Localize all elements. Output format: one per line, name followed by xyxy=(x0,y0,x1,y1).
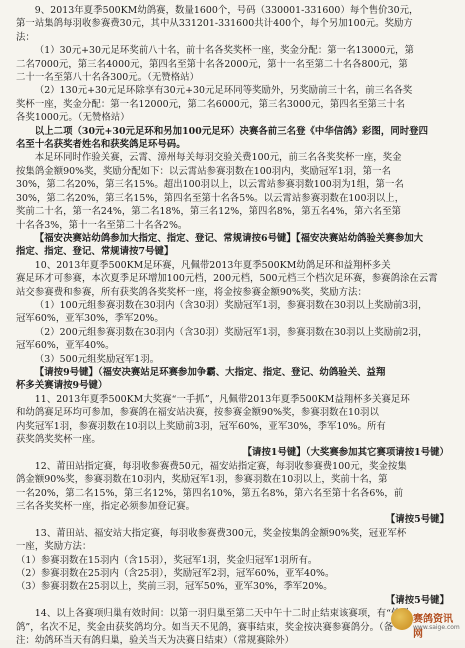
paragraph-note-9 xyxy=(16,366,449,393)
text-line: 十名各3%，第十一名至第二十名各2%。 xyxy=(16,219,449,232)
text-line: （2）130元+30元足环除享有30元+30元足环同等奖励外，另奖励前三十名，前三名各奖 xyxy=(16,84,449,97)
text-line: 鸽金额90%奖，参赛羽数在10羽内，奖励冠军1羽，参赛羽数在10羽以上，奖前十名，第 xyxy=(16,473,449,486)
watermark-url: www.saige.com xyxy=(413,624,460,631)
text-line: （3）参赛羽数在25羽以上，奖前三羽，冠军50%，亚军30%，季军20%。 xyxy=(16,580,449,593)
paragraph-p12 xyxy=(16,460,449,514)
text-line: （2）200元组参赛羽数在30羽内（含30羽）奖励冠军1羽，参赛羽数在30羽以上奖励前2羽， xyxy=(16,326,449,339)
text-line: 30%，第二名20%，第三名15%，第四名至第十名各5%。以云霄站参赛羽数在100羽以上， xyxy=(16,192,449,205)
paragraph-p11 xyxy=(16,393,449,447)
text-line: 30%，第二名20%，第三名15%。超出100羽以上，以云霄站参赛羽数100羽为1组，第一名 xyxy=(16,178,449,191)
text-line: （1）100元组参赛羽数在30羽内（含30羽）奖励冠军1羽，参赛羽数在30羽以上奖励前3羽， xyxy=(16,299,449,312)
paragraph-p10-3 xyxy=(16,353,449,366)
paragraph-p13-list xyxy=(16,554,449,594)
text-line: 法： xyxy=(16,31,449,44)
text-line: 鸽”，名次不足，奖金由获奖鸽均分。如当天不见鸽，赛事结束，奖金按决赛参赛鸽分。（备 xyxy=(16,621,449,634)
paragraph-p10-2 xyxy=(16,326,449,353)
site-logo-icon xyxy=(391,608,413,630)
text-line: 三名各奖奖杯一座，指定必须参加登记赛。 xyxy=(16,500,449,513)
text-line: 【请按5号键】 xyxy=(16,513,449,526)
paragraph-p9 xyxy=(16,4,449,44)
text-line: 冠军60%，亚军30%，季军20%。 xyxy=(16,312,449,325)
text-line: 内奖冠军1羽，参赛羽数在10羽以上奖励前3羽，冠军60%，亚军30%，季军10%。所有 xyxy=(16,420,449,433)
paragraph-p13 xyxy=(16,527,449,554)
paragraph-p9-3 xyxy=(16,151,449,231)
text-line: 【请按1号键】（大奖赛参加其它赛项请按1号键） xyxy=(16,446,449,459)
paragraph-note-1 xyxy=(16,446,449,459)
text-line: 9、2013年夏季500KM幼鸽赛，数量1600个，号码（330001-331600）每个售价30元， xyxy=(16,4,449,17)
text-line: 13、莆田站、福安站大指定赛，每羽收参赛费300元，奖金按集鸽金额90%奖，冠亚军杯 xyxy=(16,527,449,540)
text-line: 杯多关赛请按9号键） xyxy=(16,379,449,392)
text-line: 二十一名至第八十名各300元。（无赞格站） xyxy=(16,71,449,84)
text-line: 11、2013年夏季500KM大奖赛“一手抓”，凡佩带2013年夏季500KM益翔杯多关赛足环 xyxy=(16,393,449,406)
watermark-site-name: 赛鸽资讯网 xyxy=(413,610,461,640)
paragraph-p14 xyxy=(16,607,449,647)
text-line: 【福安决赛站幼鸽参加大指定、指定、登记、常规请按6号键】【福安决赛站幼鸽验关赛参加大 xyxy=(16,232,449,245)
text-line: 一名20%，第二名15%，第三名12%，第四名10%，第五名8%，第六名至第十名各6%，前 xyxy=(16,487,449,500)
text-line: 获奖鸽奖奖杯一座。 xyxy=(16,433,449,446)
watermark xyxy=(391,608,461,638)
text-line: 14、以上各赛项归巢有效时间：以第一羽归巢至第二天中午十二时止结束该赛项，有“伯马 xyxy=(16,607,449,620)
text-line: 按集鸽金额90%奖，奖励分配如下：以云霄站参赛羽数在100羽内，奖励冠军1羽，第一名 xyxy=(16,165,449,178)
text-line: 【请按5号键】 xyxy=(16,594,449,607)
text-line: 和幼鸽赛足环均可参加，参赛鸽在福安站决赛，按参赛金额90%奖，参赛羽数在10羽以 xyxy=(16,406,449,419)
text-line: 奖杯一座，奖金分配：第一名12000元，第二名6000元，第三名3000元，第四名至第三十名 xyxy=(16,98,449,111)
paragraph-note-5a xyxy=(16,513,449,526)
text-line: 一座，奖励方法： xyxy=(16,540,449,553)
text-line: 本足环同时作验关赛，云霄、漳州每关每羽交验关费100元，前三名各奖奖杯一座，奖金 xyxy=(16,151,449,164)
paragraph-p9-1 xyxy=(16,44,449,84)
text-line: （2）参赛羽数在25羽内（含25羽），奖励冠军2羽，冠军60%，亚军40%。 xyxy=(16,567,449,580)
paragraph-note-6 xyxy=(16,232,449,259)
text-line: 第一站集鸽每羽收参赛费30元，其中从331201-331600共计400个，每个另加100元。奖励方 xyxy=(16,17,449,30)
paragraph-p10-1 xyxy=(16,299,449,326)
text-line: 赛足环才可参赛，本次夏季足环增加100元档，200元档，500元档三个档次足环赛，参赛鸽涂在云霄 xyxy=(16,272,449,285)
paragraph-p9-bold xyxy=(16,125,449,152)
text-line: （3）500元组奖励冠军1羽。 xyxy=(16,353,449,366)
text-line: 【请按9号键】（福安决赛站足环赛参加争霸、大指定、指定、登记、幼鸽验关、益翔 xyxy=(16,366,449,379)
text-line: 站交参赛费和参赛，所有获奖鸽各奖奖杯一座，将金按参赛金额90%奖，奖励方法： xyxy=(16,286,449,299)
text-line: 名至十名获奖者姓名和获奖鸽足环号码。 xyxy=(16,138,449,151)
text-line: 二名7000元，第三名4000元，第四名至第十名各2000元，第十一名至第二十名各800元，第 xyxy=(16,58,449,71)
text-line: 指定、指定、登记、常规请按7号键】 xyxy=(16,245,449,258)
text-line: （1）30元+30元足环奖前八十名，前十名各奖奖杯一座，奖金分配：第一名13000元，第 xyxy=(16,44,449,57)
text-line: 注：幼鸽环当天有鸽归巢，验关当天为决赛日结束）（常规赛除外） xyxy=(16,634,449,647)
paragraph-note-5b xyxy=(16,594,449,607)
text-line: （1）参赛羽数在15羽内（含15羽），奖冠军1羽，奖金归冠军1羽所有。 xyxy=(16,554,449,567)
text-line: 奖前二十名，第一名24%，第二名18%，第三名12%，第四名8%，第五名4%，第六名至第 xyxy=(16,205,449,218)
text-line: 12、莆田站指定赛，每羽收参赛费50元，福安站指定赛，每羽收参赛费100元，奖金按集 xyxy=(16,460,449,473)
paragraph-p10 xyxy=(16,259,449,299)
text-line: 以上二项（30元+30元足环和另加100元足环）决赛各前三名登《中华信鸽》彩图，同时登四 xyxy=(16,125,449,138)
text-line: 各奖1000元。（无赞格站） xyxy=(16,111,449,124)
text-line: 冠军60%，亚军40%。 xyxy=(16,339,449,352)
text-line: 10、2013年夏季500KM足环赛，凡佩带2013年夏季500KM幼鸽足环和益翔杯多关 xyxy=(16,259,449,272)
paragraph-p9-2 xyxy=(16,84,449,124)
